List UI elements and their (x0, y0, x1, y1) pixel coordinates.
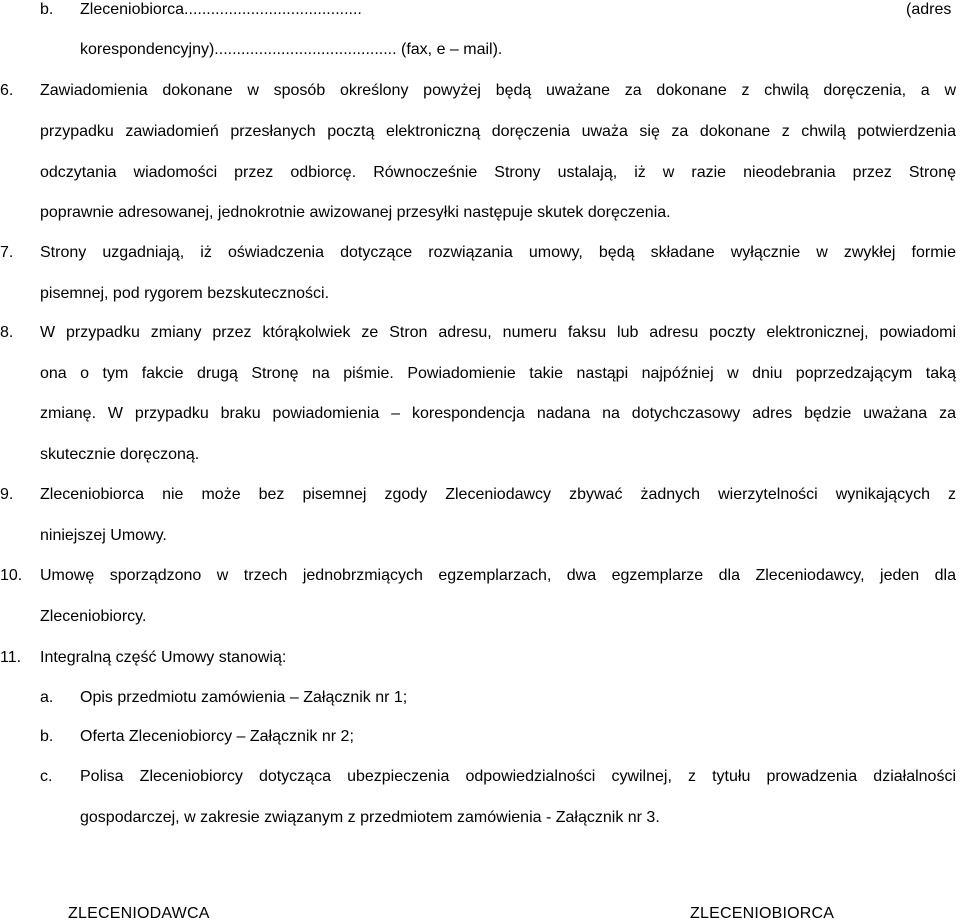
item-6-line-3: odczytania wiadomości przez odbiorcę. Równocześnie Strony ustalają, iż w razie nieodebrania przez Stronę (40, 164, 956, 181)
subitem-b-line-1: Oferta Zleceniobiorcy – Załącznik nr 2; (80, 728, 354, 745)
subitem-c-line-1: Polisa Zleceniobiorcy dotycząca ubezpieczenia odpowiedzialności cywilnej, z tytułu prowadzenia działalności (80, 768, 956, 785)
subitem-a-line-1: Opis przedmiotu zamówienia – Załącznik nr 1; (80, 689, 408, 706)
subitem-a-label: a. (40, 689, 54, 706)
subitem-c-label: c. (40, 768, 53, 785)
item-6-line-2: przypadku zawiadomień przesłanych pocztą elektroniczną doręczenia uważa się za dokonane z chwilą potwierdzenia (40, 123, 956, 140)
item-8-line-4: skutecznie doręczoną. (40, 446, 200, 463)
item-8-line-2: ona o tym fakcie drugą Stronę na piśmie. Powiadomienie takie nastąpi najpóźniej w dniu poprzedzającym taką (40, 365, 956, 382)
item-10-line-1: Umowę sporządzono w trzech jednobrzmiących egzemplarzach, dwa egzemplarze dla Zleceniodawcy, jeden dla (40, 567, 956, 584)
item-11-number: 11. (0, 649, 22, 666)
item-9-line-1: Zleceniobiorca nie może bez pisemnej zgody Zleceniodawcy zbywać żadnych wierzytelności wynikających z (40, 486, 956, 503)
signature-left: ZLECENIODAWCA (68, 905, 210, 922)
subitem-c-line-2: gospodarczej, w zakresie związanym z przedmiotem zamówienia - Załącznik nr 3. (80, 809, 660, 826)
item-7-line-2: pisemnej, pod rygorem bezskuteczności. (40, 285, 330, 302)
item-10-number: 10. (0, 567, 23, 584)
item-8-line-1: W przypadku zmiany przez którąkolwiek ze Stron adresu, numeru faksu lub adresu poczty elektronicznej, powiadomi (40, 324, 956, 341)
item-8-line-3: zmianę. W przypadku braku powiadomienia – korespondencja nadana na dotychczasowy adres będzie uważana za (40, 405, 956, 422)
item-6-line-4: poprawnie adresowanej, jednokrotnie awizowanej przesyłki następuje skutek doręczenia. (40, 204, 671, 221)
item-9-line-2: niniejszej Umowy. (40, 527, 167, 544)
item-11-line-1: Integralną część Umowy stanowią: (40, 649, 287, 666)
top-item-line-2: korespondencyjny)......................................... (fax, e – mail). (80, 41, 503, 58)
item-10-line-2: Zleceniobiorcy. (40, 608, 147, 625)
signature-right: ZLECENIOBIORCA (690, 905, 835, 922)
subitem-b-label: b. (40, 728, 54, 745)
top-item-line-1-right: (adres (906, 1, 952, 18)
top-item-label: b. (40, 1, 54, 18)
item-8-number: 8. (0, 324, 14, 341)
item-7-number: 7. (0, 244, 14, 261)
item-6-number: 6. (0, 82, 14, 99)
item-7-line-1: Strony uzgadniają, iż oświadczenia dotyczące rozwiązania umowy, będą składane wyłącznie w zwykłej formie (40, 244, 956, 261)
top-item-line-1-left: Zleceniobiorca........................................ (80, 1, 362, 18)
item-9-number: 9. (0, 486, 14, 503)
item-6-line-1: Zawiadomienia dokonane w sposób określony powyżej będą uważane za dokonane z chwilą doręczenia, a w (40, 82, 956, 99)
